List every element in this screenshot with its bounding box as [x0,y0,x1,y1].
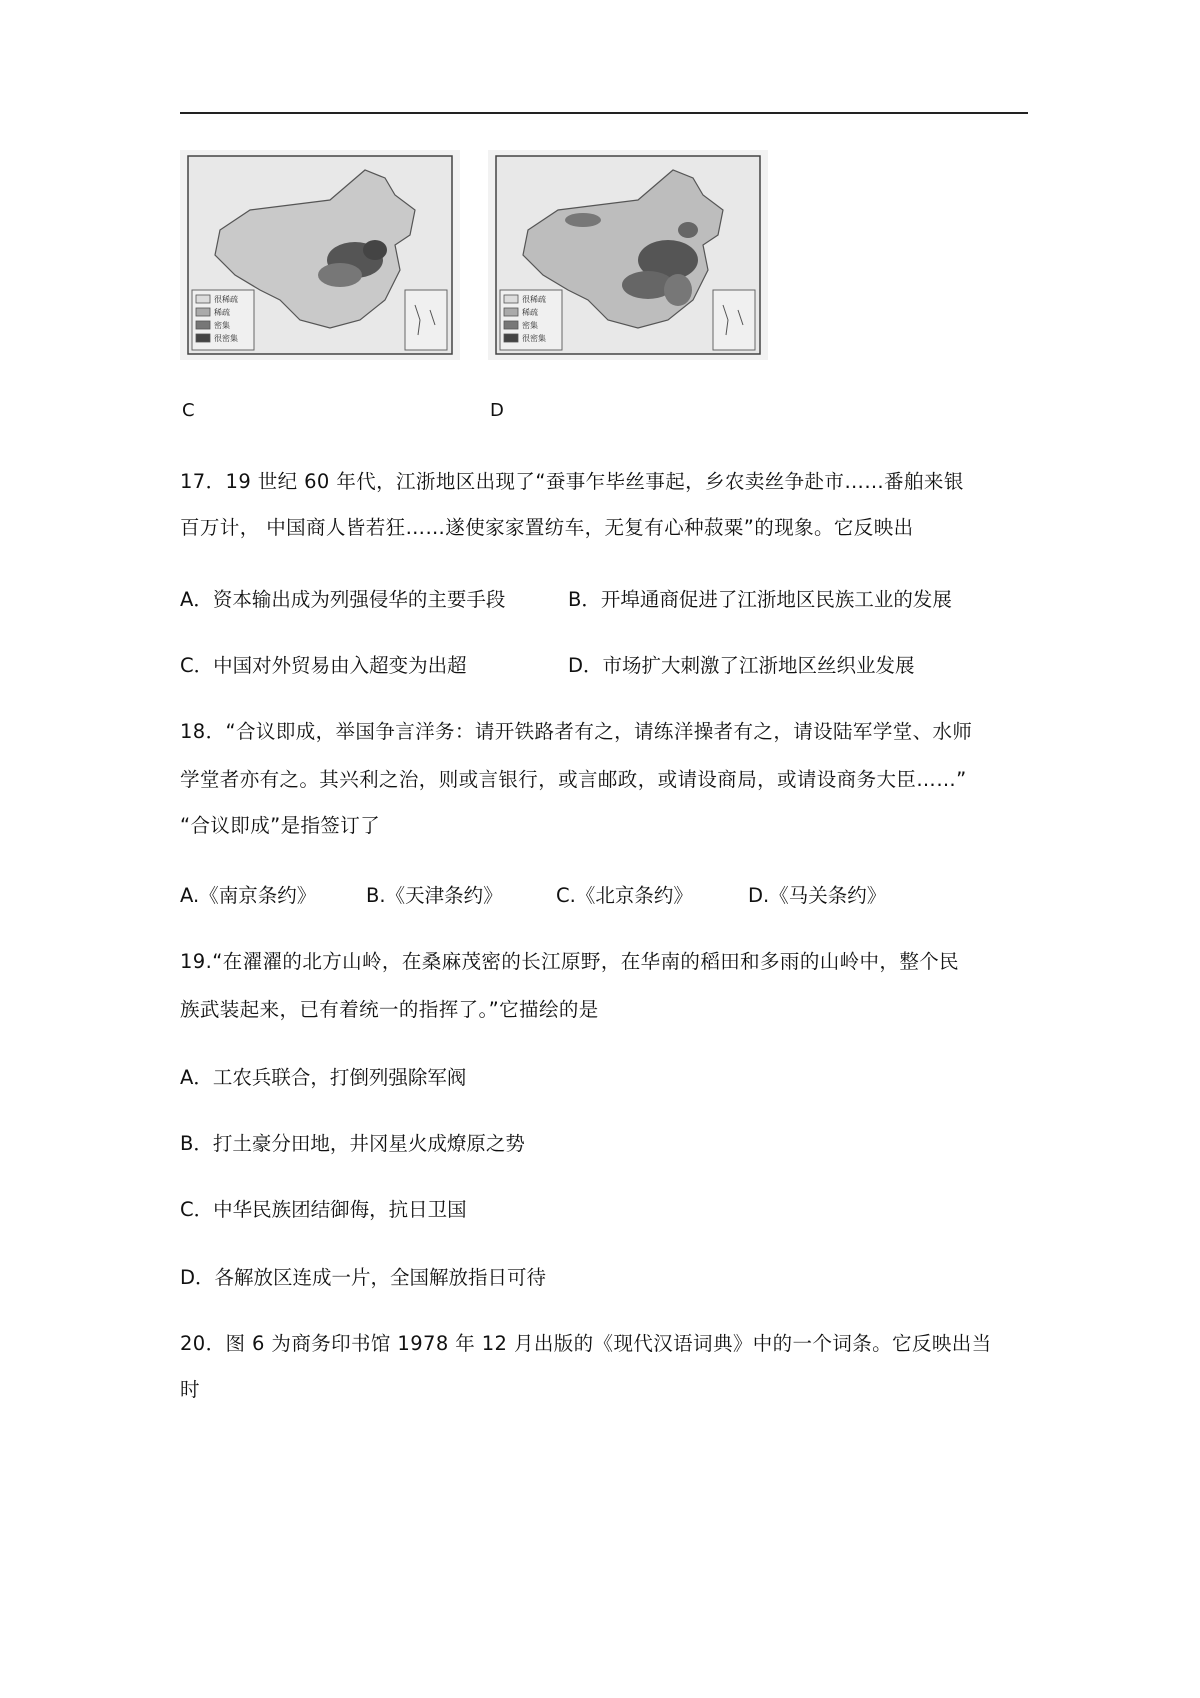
q18-option-b: B.《天津条约》 [366,884,503,907]
q17-option-a: A．资本输出成为列强侵华的主要手段 [180,588,506,611]
q20-stem-line-1: 20．图 6 为商务印书馆 1978 年 12 月出版的《现代汉语词典》中的一个词条。它反映出当 [180,1332,992,1355]
q18-stem-line-1: 18．“合议即成，举国争言洋务：请开铁路者有之，请练洋操者有之，请设陆军学堂、水师 [180,720,973,743]
legend-d-3: 很密集 [522,334,546,343]
q19-option-b: B．打土豪分田地，井冈星火成燎原之势 [180,1132,525,1155]
header-rule [180,112,1028,114]
q17-option-b: B．开埠通商促进了江浙地区民族工业的发展 [568,588,952,611]
q18-option-a: A.《南京条约》 [180,884,317,907]
legend-d-2: 密集 [522,321,538,330]
map-c-image [180,150,460,360]
q19-option-a: A．工农兵联合，打倒列强除军阀 [180,1066,467,1089]
q18-stem-line-3: “合议即成”是指签订了 [180,814,381,837]
q20-stem-line-2: 时 [180,1378,200,1401]
q19-option-d: D．各解放区连成一片，全国解放指日可待 [180,1266,547,1289]
china-population-map-c [180,150,460,360]
china-population-map-d [488,150,768,360]
map-d-label: D [490,400,504,421]
q18-stem-line-2: 学堂者亦有之。其兴利之治，则或言银行，或言邮政，或请设商局，或请设商务大臣……” [180,768,967,791]
q17-stem-line-2: 百万计， 中国商人皆若狂……遂使家家置纺车，无复有心种菽粟”的现象。它反映出 [180,516,914,539]
q19-option-c: C．中华民族团结御侮，抗日卫国 [180,1198,467,1221]
legend-c-2: 密集 [214,321,230,330]
map-d-image [488,150,768,360]
q19-stem-line-2: 族武装起来，已有着统一的指挥了。”它描绘的是 [180,998,599,1021]
q19-stem-line-1: 19.“在濯濯的北方山岭，在桑麻茂密的长江原野，在华南的稻田和多雨的山岭中，整个民 [180,950,960,973]
q17-option-c: C．中国对外贸易由入超变为出超 [180,654,467,677]
legend-c-0: 很稀疏 [214,295,238,304]
map-c-label: C [182,400,195,421]
legend-d-0: 很稀疏 [522,295,546,304]
q17-stem-line-1: 17．19 世纪 60 年代，江浙地区出现了“蚕事乍毕丝事起，乡农卖丝争赴市……番舶来银 [180,470,964,493]
legend-d-1: 稀疏 [522,308,538,317]
legend-c-1: 稀疏 [214,308,230,317]
q18-option-c: C.《北京条约》 [556,884,693,907]
q18-option-d: D.《马关条约》 [748,884,887,907]
q17-option-d: D．市场扩大刺激了江浙地区丝织业发展 [568,654,915,677]
legend-c-3: 很密集 [214,334,238,343]
